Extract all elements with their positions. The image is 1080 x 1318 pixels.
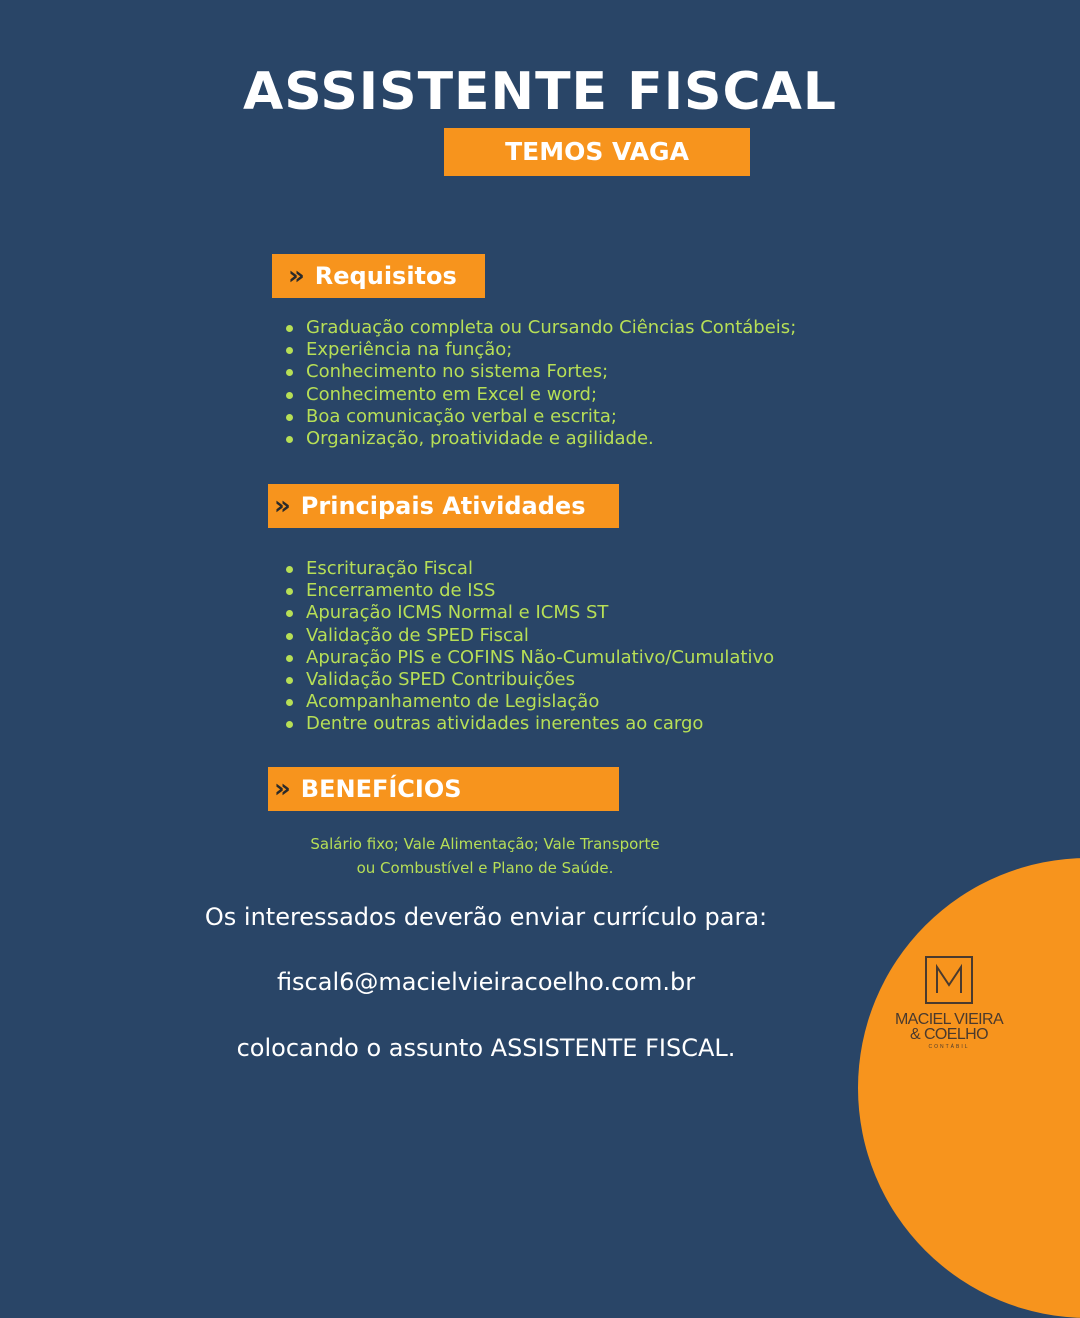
section-atividades-header	[268, 484, 619, 528]
list-item: Apuração ICMS Normal e ICMS ST	[282, 602, 774, 624]
requisitos-list	[282, 317, 796, 450]
list-item: Encerramento de ISS	[282, 580, 774, 602]
section-title: Principais Atividades	[300, 492, 586, 520]
list-item: Acompanhamento de Legislação	[282, 691, 774, 713]
beneficios-line: Salário fixo; Vale Alimentação; Vale Transporte	[310, 835, 660, 853]
contact-intro: Os interessados deverão enviar currículo para:	[204, 903, 768, 931]
section-beneficios-header	[268, 767, 619, 811]
list-item: Validação SPED Contribuições	[282, 669, 774, 691]
list-item: Boa comunicação verbal e escrita;	[282, 406, 796, 428]
list-item: Dentre outras atividades inerentes ao cargo	[282, 713, 774, 735]
list-item: Escrituração Fiscal	[282, 558, 774, 580]
double-chevron-right-icon: »	[274, 774, 291, 804]
list-item: Graduação completa ou Cursando Ciências Contábeis;	[282, 317, 796, 339]
temos-vaga-badge: TEMOS VAGA	[444, 128, 750, 176]
list-item: Organização, proatividade e agilidade.	[282, 428, 796, 450]
list-item: Experiência na função;	[282, 339, 796, 361]
logo-subtitle: CONTÁBIL	[928, 1044, 970, 1050]
section-title: BENEFÍCIOS	[300, 775, 462, 803]
list-item: Conhecimento em Excel e word;	[282, 384, 796, 406]
double-chevron-right-icon: »	[274, 491, 291, 521]
atividades-list	[282, 558, 774, 736]
list-item: Conhecimento no sistema Fortes;	[282, 361, 796, 383]
logo-m-icon	[925, 956, 973, 1004]
beneficios-text	[270, 832, 700, 880]
section-title: Requisitos	[314, 262, 457, 290]
list-item: Apuração PIS e COFINS Não-Cumulativo/Cumulativo	[282, 647, 774, 669]
beneficios-line: ou Combustível e Plano de Saúde.	[356, 859, 614, 877]
page-title: ASSISTENTE FISCAL	[242, 62, 838, 122]
section-requisitos-header	[272, 254, 485, 298]
company-logo	[886, 956, 1012, 1050]
contact-email[interactable]: fiscal6@macielvieiracoelho.com.br	[276, 968, 696, 996]
contact-subject: colocando o assunto ASSISTENTE FISCAL.	[236, 1034, 736, 1062]
list-item: Validação de SPED Fiscal	[282, 625, 774, 647]
logo-name: MACIEL VIEIRA & COELHO	[894, 1011, 1004, 1043]
double-chevron-right-icon: »	[288, 261, 305, 291]
